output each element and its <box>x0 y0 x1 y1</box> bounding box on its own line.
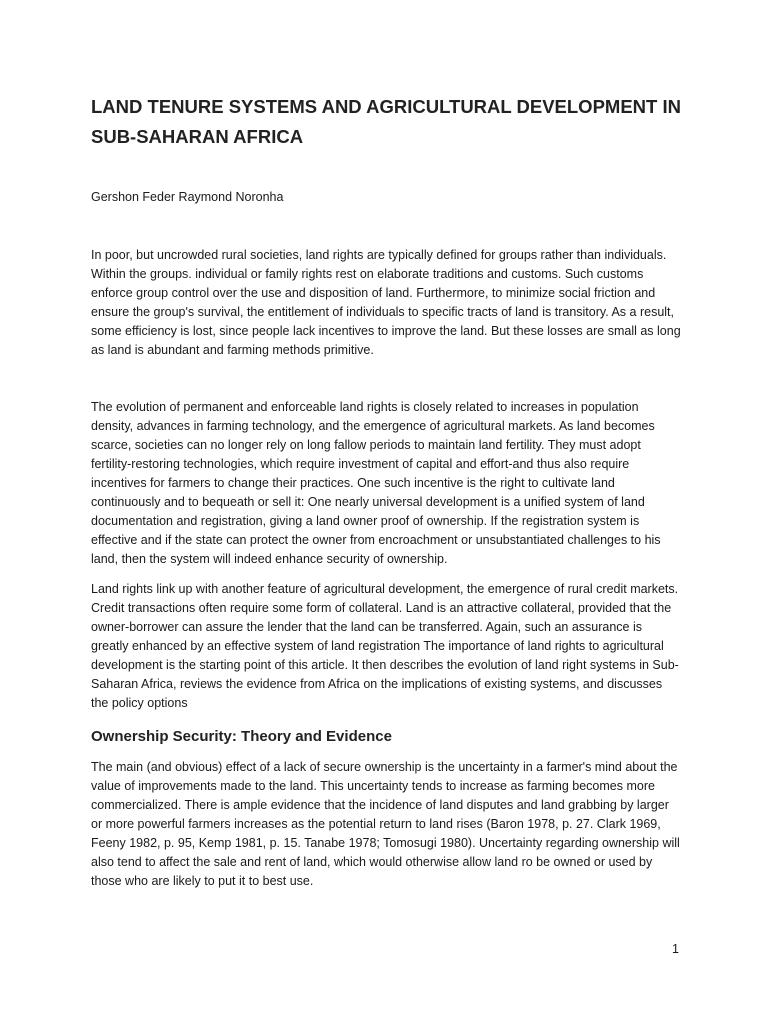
paragraph-intro: In poor, but uncrowded rural societies, land rights are typically defined for groups rather than individuals. Within the groups. individual or family rights rest on elaborate traditions and customs. Such customs enforce group control over the use and disposition of land. Furthermore, to minimize social friction and ensure the group's survival, the entitlement of individuals to specific tracts of land is transitory. As a result, some efficiency is lost, since people lack incentives to improve the land. But these losses are small as long as land is abundant and farming methods primitive. <box>91 248 681 357</box>
section-heading: Ownership Security: Theory and Evidence <box>91 728 392 745</box>
paragraph-credit: Land rights link up with another feature of agricultural development, the emergence of rural credit markets. Credit transactions often require some form of collateral. Land is an attractive collateral, provided that the owner-borrower can assure the lender that the land can be transferred. Again, such an assurance is greatly enhanced by an effective system of land registration The importance of land rights to agricultural development is the starting point of this article. It then describes the evolution of land right systems in Sub-Saharan Africa, reviews the evidence from Africa on the implications of existing systems, and discusses the policy options <box>91 582 679 710</box>
author-line: Gershon Feder Raymond Noronha <box>91 190 284 204</box>
document-page <box>91 92 681 891</box>
paragraph-evolution: The evolution of permanent and enforceable land rights is closely related to increases in population density, advances in farming technology, and the emergence of agricultural markets. As land becomes scarce, societies can no longer rely on long fallow periods to maintain land fertility. They must adopt fertility-restoring technologies, which require investment of capital and effort-and thus also require incentives for farmers to change their practices. One such incentive is the right to cultivate land continuously and to bequeath or sell it: One nearly universal development is a unified system of land documentation and registration, giving a land owner proof of ownership. If the registration system is effective and if the state can protect the owner from encroachment or unsubstantiated challenges to his land, then the system will indeed enhance security of ownership. <box>91 400 661 566</box>
document-title: LAND TENURE SYSTEMS AND AGRICULTURAL DEVELOPMENT IN SUB-SAHARAN AFRICA <box>91 96 681 147</box>
page-number: 1 <box>672 942 679 956</box>
paragraph-ownership-security: The main (and obvious) effect of a lack of secure ownership is the uncertainty in a farmer's mind about the value of improvements made to the land. This uncertainty tends to increase as farming becomes more commercialized. There is ample evidence that the incidence of land disputes and land grabbing by larger or more powerful farmers increases as the potential return to land rises (Baron 1978, p. 27. Clark 1969, Feeny 1982, p. 95, Kemp 1981, p. 15. Tanabe 1978; Tomosugi 1980). Uncertainty regarding ownership will also tend to affect the sale and rent of land, which would otherwise allow land ro be owned or used by those who are likely to put it to best use. <box>91 760 680 888</box>
